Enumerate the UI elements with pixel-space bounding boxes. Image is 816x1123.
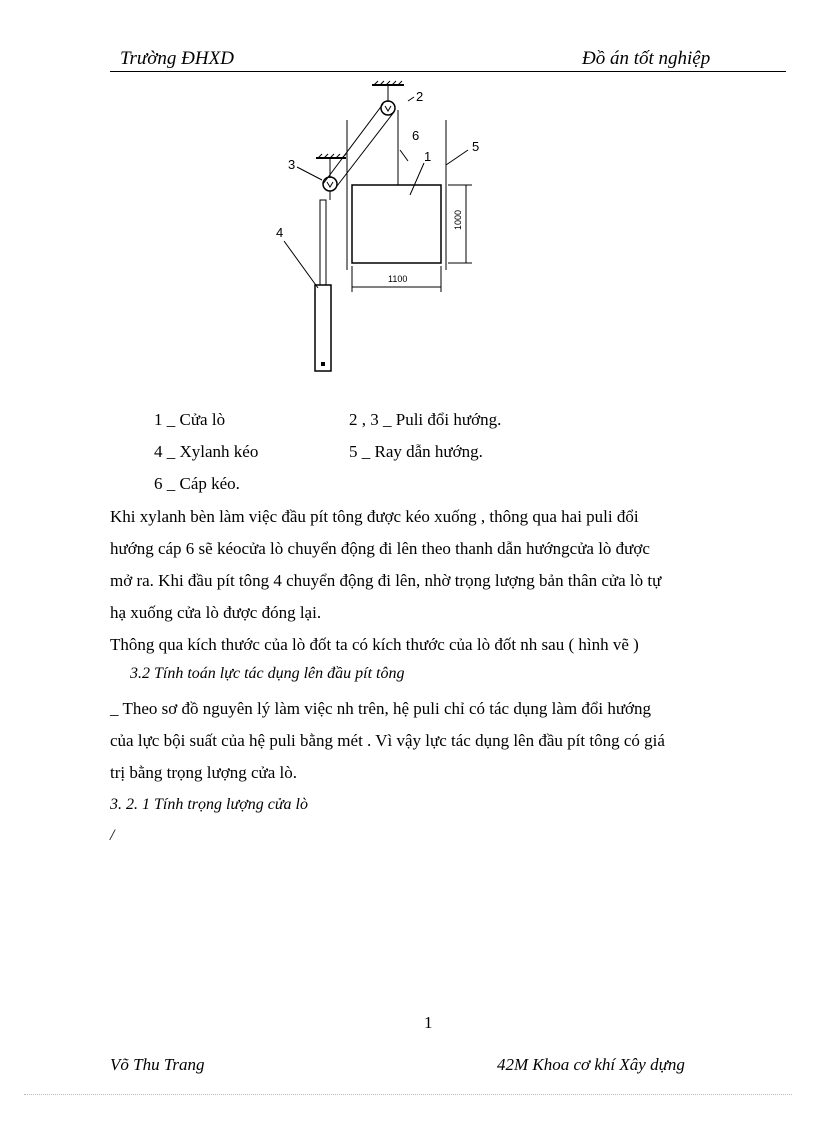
label-5: 5	[472, 139, 480, 154]
leader-6	[400, 150, 408, 161]
page-bottom-border	[24, 1094, 792, 1095]
pulley-3-mark	[327, 182, 333, 187]
label-4: 4	[276, 225, 284, 240]
leader-4	[284, 241, 318, 288]
dim-width-label: 1100	[388, 274, 408, 284]
legend-item-2-3: 2 , 3 _ Puli đổi hướng.	[349, 410, 502, 429]
piston-rod	[320, 200, 326, 285]
cylinder-4	[315, 285, 331, 371]
label-6: 6	[412, 128, 420, 143]
header-school: Trường ĐHXD	[120, 48, 234, 69]
cable-diagonal-a	[323, 104, 383, 184]
paragraph-1-line-3: mở ra. Khi đầu pít tông 4 chuyển động đi lên, nhờ trọng lượng bản thân cửa lò tự	[110, 571, 662, 590]
section-heading-3-2: 3.2 Tính toán lực tác dụng lên đầu pít tông	[130, 665, 405, 682]
paragraph-1-line-4: hạ xuống cửa lò được đóng lại.	[110, 603, 322, 622]
mechanism-diagram	[0, 0, 816, 400]
dim-height-label: 1000	[453, 209, 463, 230]
leader-1	[410, 163, 424, 195]
paragraph-3-line-2: của lực bội suất của hệ puli bằng mét . Vì vậy lực tác dụng lên đầu pít tông có giá	[110, 731, 665, 750]
label-1: 1	[424, 149, 432, 164]
legend-item-4: 4 _ Xylanh kéo	[154, 442, 259, 461]
slash-mark: /	[110, 827, 115, 844]
legend-item-5: 5 _ Ray dẫn hướng.	[349, 442, 483, 461]
header-title: Đồ án tốt nghiệp	[582, 48, 711, 69]
leader-3	[297, 167, 322, 180]
cylinder-mount	[321, 362, 325, 366]
section-heading-3-2-1: 3. 2. 1 Tính trọng lượng cửa lò	[110, 796, 308, 813]
legend-item-6: 6 _ Cáp kéo.	[154, 474, 240, 493]
paragraph-1-line-2: hướng cáp 6 sẽ kéocửa lò chuyển động đi lên theo thanh dẫn hướngcửa lò được	[110, 539, 650, 558]
legend-item-1: 1 _ Cửa lò	[154, 410, 226, 429]
cable-diagonal-b	[337, 112, 394, 186]
paragraph-3-line-1: _ Theo sơ đồ nguyên lý làm việc nh trên, hệ puli chỉ có tác dụng làm đổi hướng	[110, 699, 652, 718]
paragraph-3-line-3: trị bằng trọng lượng cửa lò.	[110, 763, 297, 782]
footer-department: 42M Khoa cơ khí Xây dựng	[497, 1055, 685, 1074]
label-2: 2	[416, 89, 424, 104]
pulley-3	[323, 177, 337, 191]
footer-author: Võ Thu Trang	[110, 1055, 205, 1074]
furnace-door	[352, 185, 441, 263]
paragraph-2: Thông qua kích thước của lò đốt ta có kích thước của lò đốt nh sau ( hình vẽ )	[110, 635, 639, 654]
leader-2	[408, 97, 414, 101]
leader-5	[446, 150, 468, 165]
paragraph-1-line-1: Khi xylanh bèn làm việc đầu pít tông được kéo xuống , thông qua hai puli đổi	[110, 507, 639, 526]
page-number: 1	[424, 1013, 433, 1032]
label-3: 3	[288, 157, 296, 172]
pulley-2-mark	[385, 106, 391, 111]
